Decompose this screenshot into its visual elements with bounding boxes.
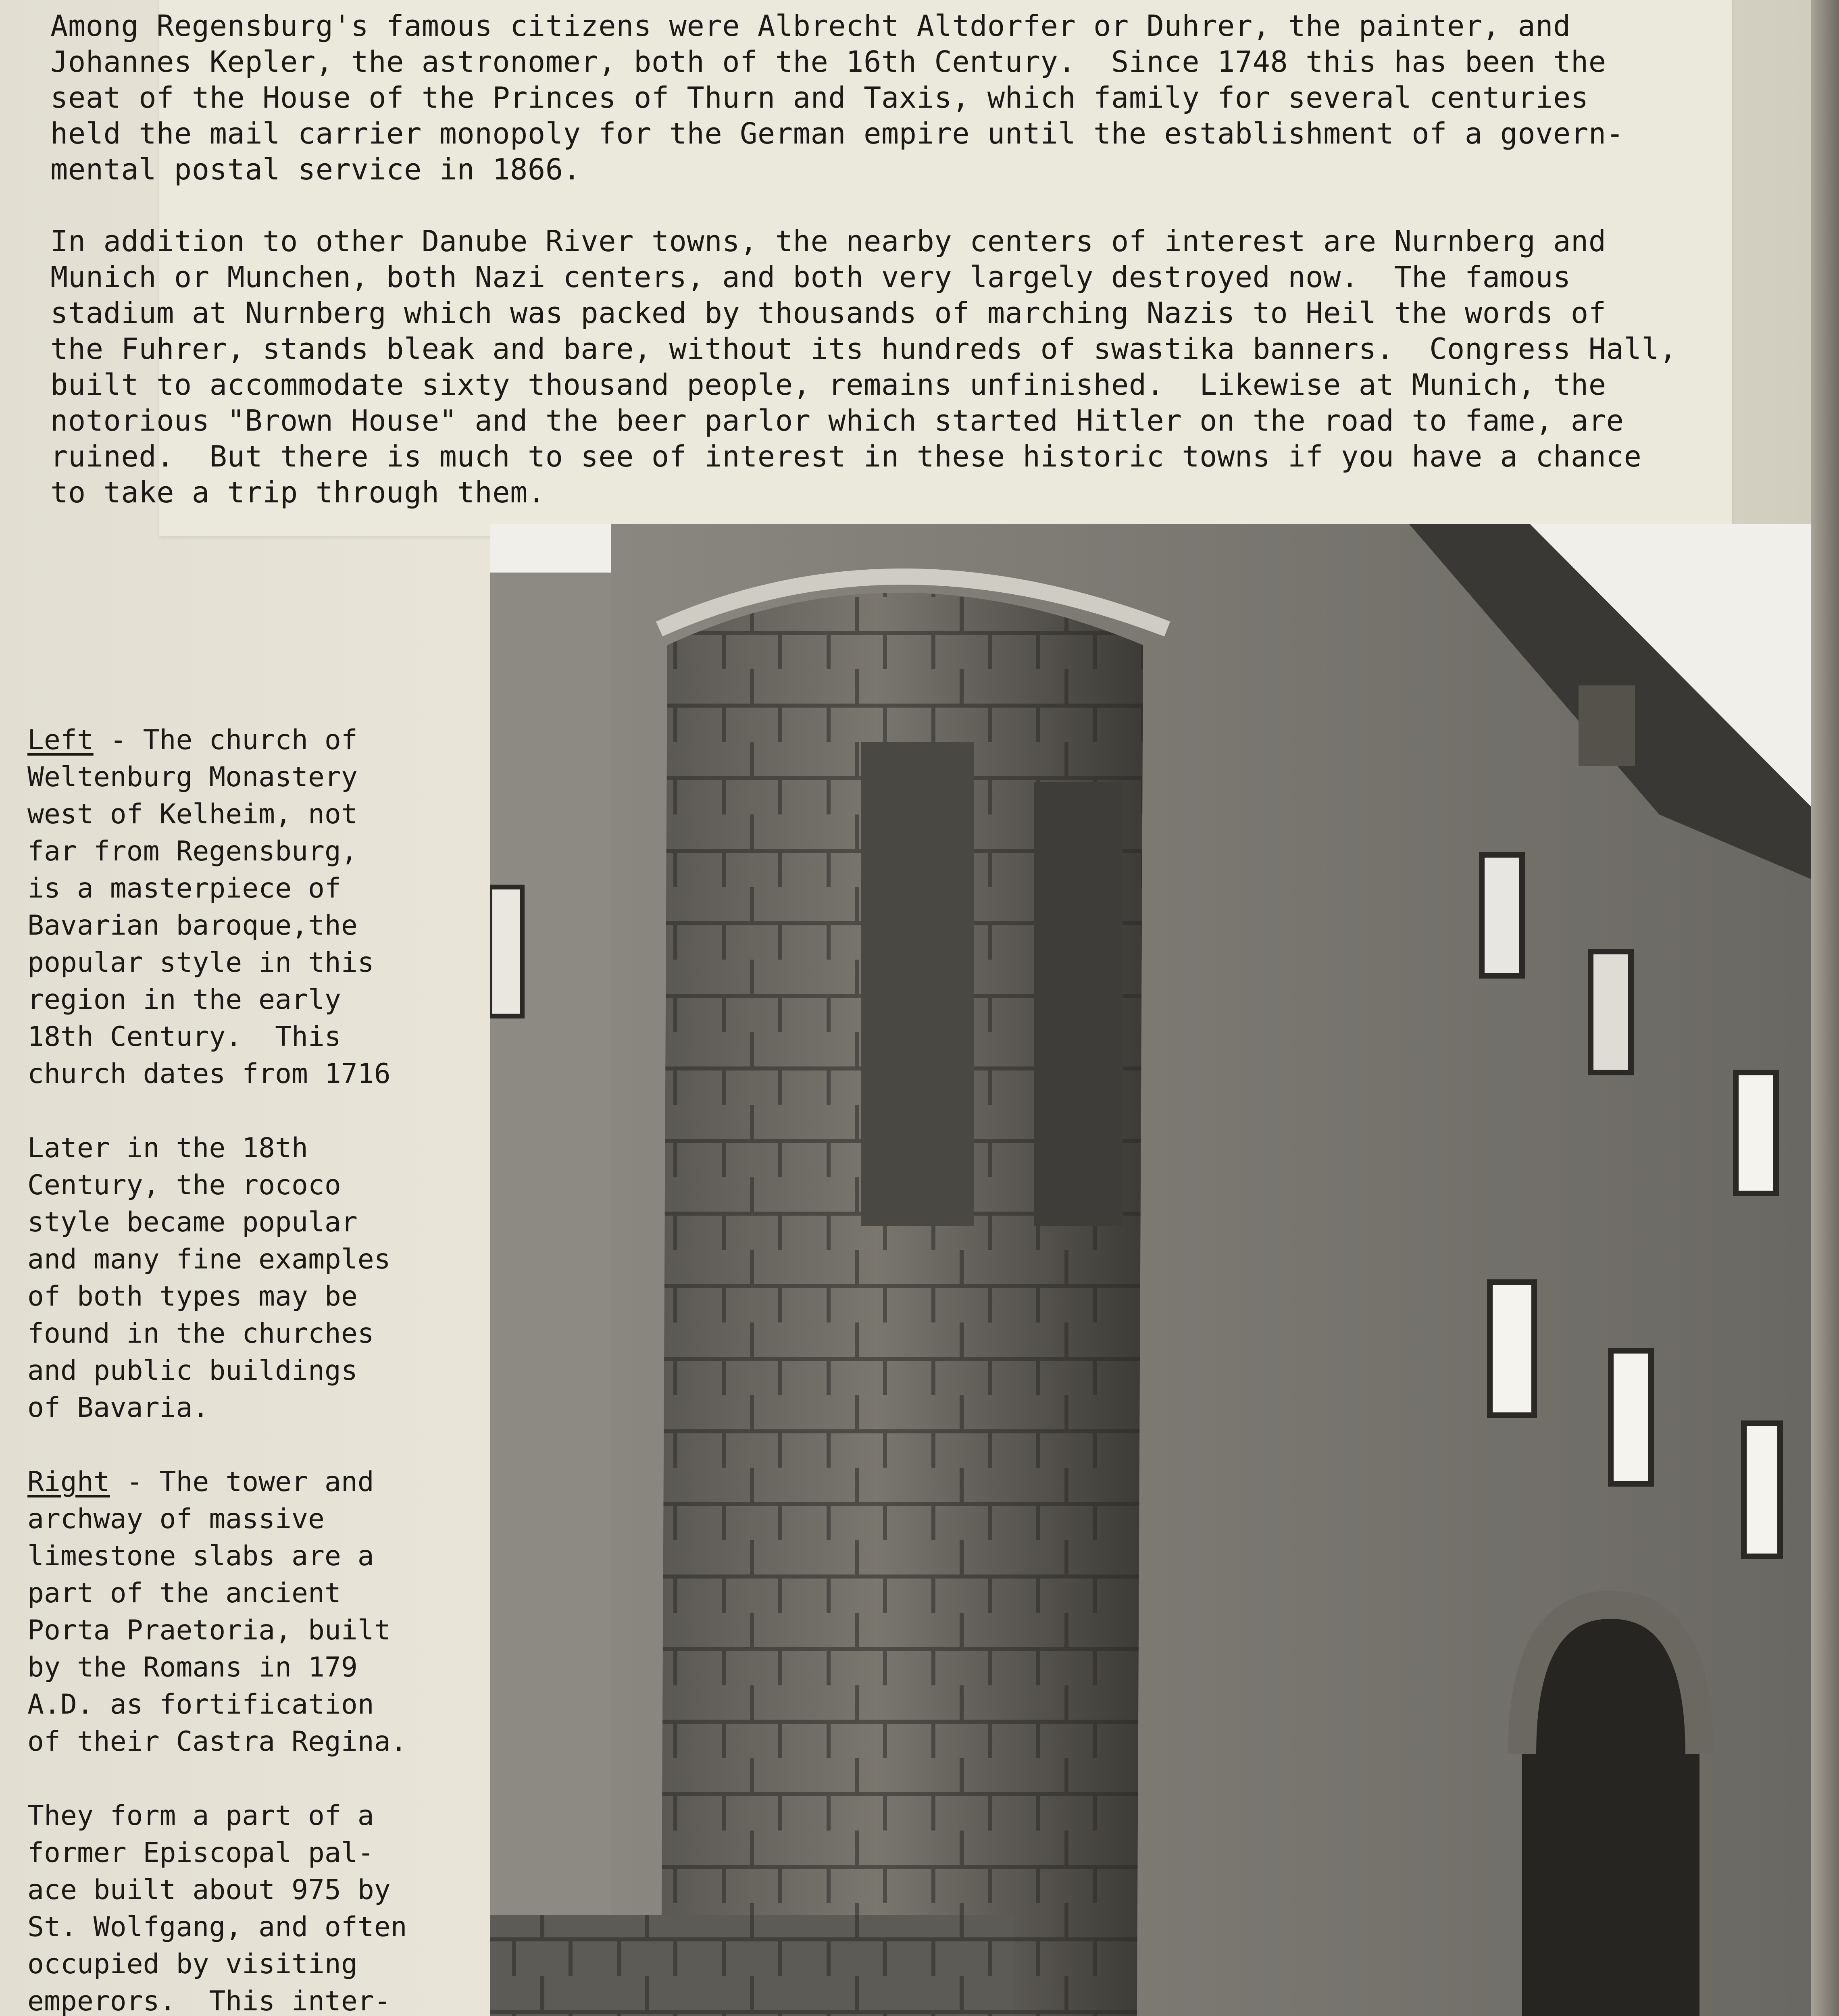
window: [1611, 1351, 1651, 1484]
window: [1482, 855, 1522, 976]
chimney: [1579, 685, 1635, 766]
caption-right-text: - The tower and archway of massive limestone slabs are a part of the ancient Porta Praetoria, built by the Romans in 179 A.D. as fortification of their Castra Regina.: [27, 1466, 407, 1758]
caption-right: [27, 1464, 475, 1760]
archway: [1522, 1605, 1699, 2016]
window: [1490, 1282, 1534, 1415]
photo-captions: [27, 722, 475, 2016]
page-edge-shadow: [1811, 0, 1839, 2016]
window: [1736, 1073, 1776, 1193]
caption-right-heading: Right: [27, 1466, 110, 1498]
tower-niche: [861, 742, 974, 1226]
caption-left-heading: Left: [27, 724, 94, 756]
window: [1744, 1423, 1780, 1556]
paragraph-nearby-towns: In addition to other Danube River towns, the nearby centers of interest are Nurnberg and Munich or Munchen, both Nazi centers, and both very largely destroyed now. The famous stadium at Nurnberg which was packed by thousands of marching Nazis to Heil the words of the Fuhrer, stands bleak and bare, without its hundreds of swastika banners. Congress Hall, built to accommodate sixty thousand people, remains unfinished. Likewise at Munich, the notorious "Brown House" and the beer parlor which started Hitler on the road to fame, are ruined. But there is much to see of interest in these historic towns if you have a chance to take a trip through them.: [50, 224, 1677, 509]
top-text-block: [50, 8, 1744, 546]
porta-praetoria-illustration: [490, 524, 1811, 2016]
porta-praetoria-photo: [490, 524, 1811, 2016]
caption-left: [27, 722, 475, 1093]
paragraph-regensburg-citizens: Among Regensburg's famous citizens were Albrecht Altdorfer or Duhrer, the painter, and Johannes Kepler, the astronomer, both of the 16th Century. Since 1748 this has been the seat of the House of the Princes of Thurn and Taxis, which family for several centuries held the mail carrier monopoly for the German empire until the establishment of a govern- mental postal service in 1866.: [50, 9, 1624, 186]
caption-palace: They form a part of a former Episcopal pal- ace built about 975 by St. Wolfgang, and often occupied by visiting emperors. This inter-: [27, 1800, 407, 2016]
caption-left-text: - The church of Weltenburg Monastery west of Kelheim, not far from Regensburg, is a masterpiece of Bavarian baroque,the popular style in this region in the early 18th Century. This church dates from 1716: [27, 724, 391, 1090]
window: [1591, 952, 1631, 1073]
lower-wall-masonry: [490, 1915, 1014, 2016]
window: [490, 887, 522, 1016]
caption-later: Later in the 18th Century, the rococo style became popular and many fine examples of both types may be found in the churches and public buildings of Bavaria.: [27, 1132, 391, 1424]
tower-niche: [1034, 782, 1123, 1226]
